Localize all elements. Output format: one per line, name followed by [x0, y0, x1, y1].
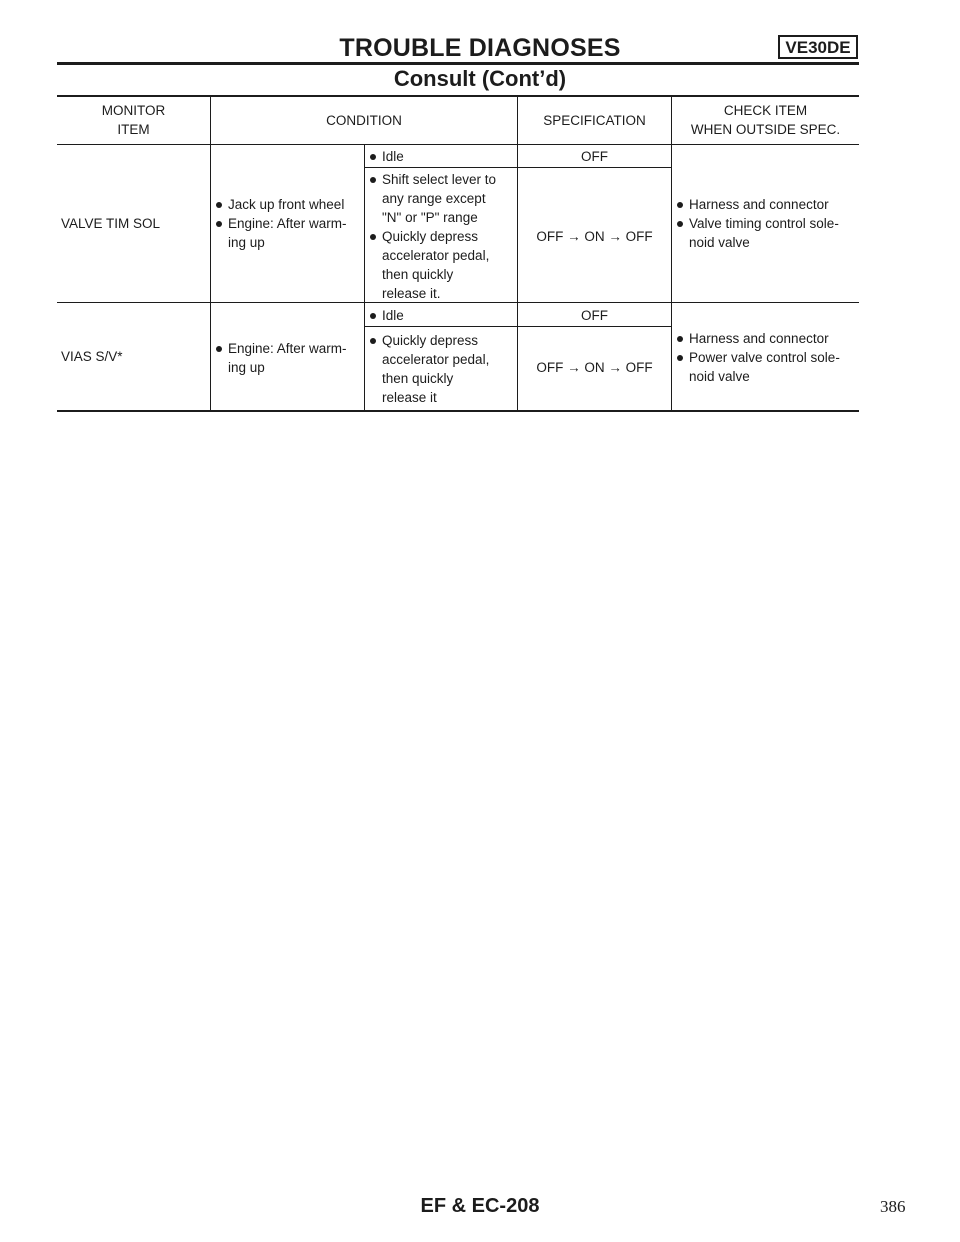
bullet-text: Jack up front wheel	[228, 197, 345, 212]
row1-sub1-condition	[369, 147, 515, 166]
list-item	[676, 348, 858, 386]
bullet-text: Harness and connector	[689, 331, 829, 346]
list-item	[369, 331, 515, 407]
row1-monitor-item: VALVE TIM SOL	[61, 216, 161, 231]
header-check-item	[672, 101, 859, 139]
bullet-text: ing up	[228, 360, 265, 375]
row1-sub2-spec: OFF → ON → OFF	[536, 229, 653, 244]
bullet-text: Engine: After warm-	[228, 216, 347, 231]
page-number: 386	[880, 1197, 906, 1216]
row1-sub1-spec: OFF	[581, 149, 608, 164]
bullet-text: Idle	[382, 308, 404, 323]
bullet-text: release it	[382, 390, 437, 405]
col-divider-spec	[671, 96, 672, 411]
col-divider-monitor	[210, 96, 211, 411]
list-item	[676, 195, 858, 214]
list-item	[676, 329, 858, 348]
title-rule	[57, 62, 859, 65]
row2-monitor-item: VIAS S/V*	[61, 349, 123, 364]
list-item	[215, 214, 363, 252]
list-item	[369, 306, 515, 325]
list-item	[215, 195, 363, 214]
header-bottom-rule	[57, 144, 859, 145]
bullet-text: "N" or "P" range	[382, 210, 478, 225]
bullet-text: noid valve	[689, 369, 750, 384]
row2-sub1-condition	[369, 306, 515, 325]
col-divider-subcondition	[364, 145, 365, 411]
bullet-text: Power valve control sole-	[689, 350, 840, 365]
bullet-text: Quickly depress	[382, 333, 479, 348]
header-check-line2: WHEN OUTSIDE SPEC.	[690, 122, 841, 137]
bullet-text: Harness and connector	[689, 197, 829, 212]
bullet-text: Shift select lever to	[382, 172, 497, 187]
bullet-text: release it.	[382, 286, 441, 301]
bullet-text: Valve timing control sole-	[689, 216, 839, 231]
page-subtitle: Consult (Cont’d)	[393, 66, 567, 91]
header-specification: SPECIFICATION	[543, 113, 646, 128]
header-monitor-line1: MONITOR	[101, 103, 166, 118]
row1-check-items	[676, 195, 858, 252]
row1-idle-rule	[365, 167, 671, 168]
bullet-text: Engine: After warm-	[228, 341, 347, 356]
bullet-text: then quickly	[382, 371, 454, 386]
bullet-text: accelerator pedal,	[382, 352, 490, 367]
list-item	[676, 214, 858, 252]
row2-sub2-spec: OFF → ON → OFF	[536, 360, 653, 375]
bullet-text: then quickly	[382, 267, 454, 282]
header-monitor-line2: ITEM	[117, 122, 150, 137]
bullet-text: noid valve	[689, 235, 750, 250]
engine-badge: VE30DE	[778, 35, 858, 59]
row1-sub2-condition	[369, 170, 515, 303]
row2-check-items	[676, 329, 858, 386]
row1-conditions	[215, 195, 363, 252]
list-item	[369, 227, 515, 303]
list-item	[369, 170, 515, 227]
table-top-rule	[57, 95, 859, 97]
row2-sub2-condition	[369, 331, 515, 407]
row2-sub1-spec: OFF	[581, 308, 608, 323]
row2-conditions	[215, 339, 363, 377]
bullet-text: Quickly depress	[382, 229, 479, 244]
header-monitor-item	[57, 101, 210, 139]
table-bottom-rule	[57, 410, 859, 412]
list-item	[215, 339, 363, 377]
list-item	[369, 147, 515, 166]
bullet-text: any range except	[382, 191, 486, 206]
page-title: TROUBLE DIAGNOSES	[339, 34, 621, 62]
header-check-line1: CHECK ITEM	[723, 103, 808, 118]
row2-idle-rule	[365, 326, 671, 327]
bullet-text: Idle	[382, 149, 404, 164]
bullet-text: accelerator pedal,	[382, 248, 490, 263]
header-condition: CONDITION	[326, 113, 402, 128]
section-code: EF & EC-208	[420, 1195, 540, 1217]
bullet-text: ing up	[228, 235, 265, 250]
